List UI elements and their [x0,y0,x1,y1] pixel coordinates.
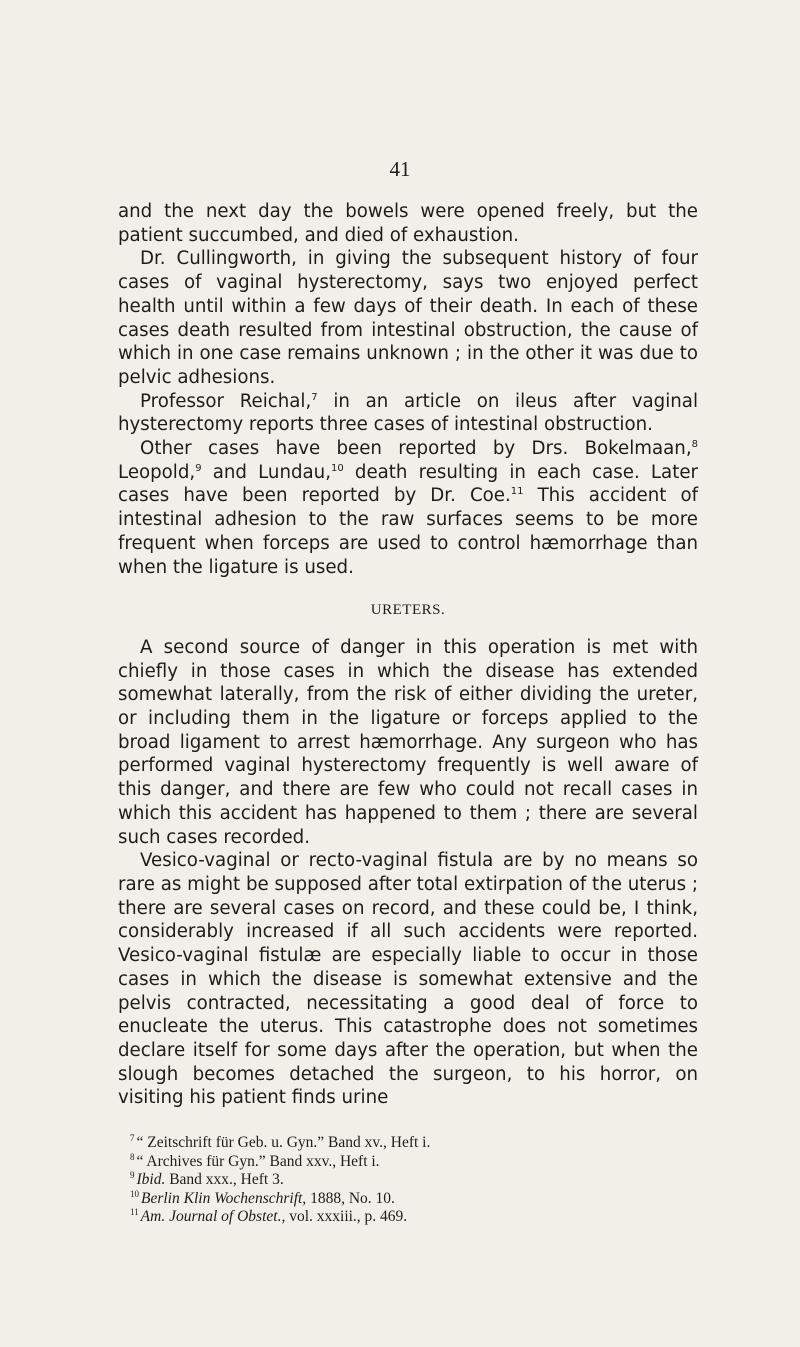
footnote-number: 11 [130,1207,139,1218]
footnote [130,1190,690,1209]
text-run: death resulting in each case. Later cases have been reported by Dr. Coe. [118,461,698,507]
footnotes [130,1134,690,1227]
paragraph [118,636,698,849]
footnote-number: 9 [130,1170,135,1181]
paragraph [118,200,698,247]
italic-text: Am. Journal of Obstet., [140,1208,286,1226]
text-run: A second source of danger in this operation is met with chiefly in those cases in which the disease has extended somewhat laterally, from the risk of either dividing the ureter, or including them in the ligature or forceps applied to the broad ligament to arrest hæmorrhage. Any surgeon who has performed vaginal hysterectomy frequently is well aware of this danger, and there are few who could not recall cases in which this accident has happened to them ; there are several such cases recorded. [118,636,698,848]
text-run: Dr. Cullingworth, in giving the subsequent history of four cases of vaginal hysterectomy, says two enjoyed perfect health until within a few days of their death. In each of these cases death resulted from intestinal obstruction, the cause of which in one case remains unknown ; in the other it was due to pelvic adhesions. [118,248,698,388]
paragraphs-before-heading [118,200,698,579]
text-run: Vesico-vaginal or recto-vaginal fistula are by no means so rare as might be supposed after total extirpation of the uterus ; there are several cases on record, and these could be, I think, considerably increased if all such accidents were reported. Vesico-vaginal fistulæ are especially liable to occur in those cases in which the disease is somewhat extensive and the pelvis contracted, necessitating a good deal of force to enucleate the uterus. This catastrophe does not sometimes declare itself for some days after the operation, but when the slough becomes detached the surgeon, to his horror, on visiting his patient finds urine [118,850,698,1109]
text-run: Other cases have been reported by Drs. Bokelmaan, [140,438,692,460]
italic-text: Berlin Klin Wochenschrift, [141,1189,307,1207]
footnote-number: 8 [130,1151,135,1162]
paragraphs-after-heading [118,636,698,1110]
text-run: “ Zeitschrift für Geb. u. Gyn.” Band xv., Heft i. [136,1134,431,1151]
footnote [130,1134,690,1153]
text-run: Band xxx., Heft 3. [165,1171,284,1189]
footnote [130,1208,690,1227]
text-run: Professor Reichal, [140,390,312,412]
page-number: 41 [389,157,411,181]
footnote-reference: 9 [195,462,202,474]
text-run: and Lundau, [201,461,331,483]
italic-text: Ibid. [136,1171,166,1189]
paragraph [118,849,698,1110]
footnote-reference: 8 [691,439,698,451]
paragraph [118,390,698,437]
footnote-reference: 10 [331,462,344,474]
footnote-reference: 11 [510,486,524,498]
footnote [130,1171,690,1190]
text-run: 1888, No. 10. [306,1189,395,1207]
paragraph [118,437,698,579]
text-run: and the next day the bowels were opened freely, but the patient succumbed, and died of exhaustion. [118,201,698,246]
text-run: Leopold, [118,461,196,483]
paragraph [118,247,698,389]
text-run: “ Archives für Gyn.” Band xxv., Heft i. [136,1152,380,1170]
footnote-number: 7 [130,1133,135,1143]
section-heading: URETERS. [370,602,446,619]
text-run: in an article on ileus after vaginal hysterectomy reports three cases of intestinal obstruction. [118,390,698,436]
text-run: This accident of intestinal adhesion to the raw surfaces seems to be more frequent when forceps are used to control hæmorrhage than when the ligature is used. [118,485,698,578]
footnote-number: 10 [130,1188,139,1199]
text-run: vol. xxxiii., p. 469. [285,1208,408,1226]
footnote-reference: 7 [311,391,318,403]
footnote [130,1153,690,1172]
body-text [118,200,698,1110]
